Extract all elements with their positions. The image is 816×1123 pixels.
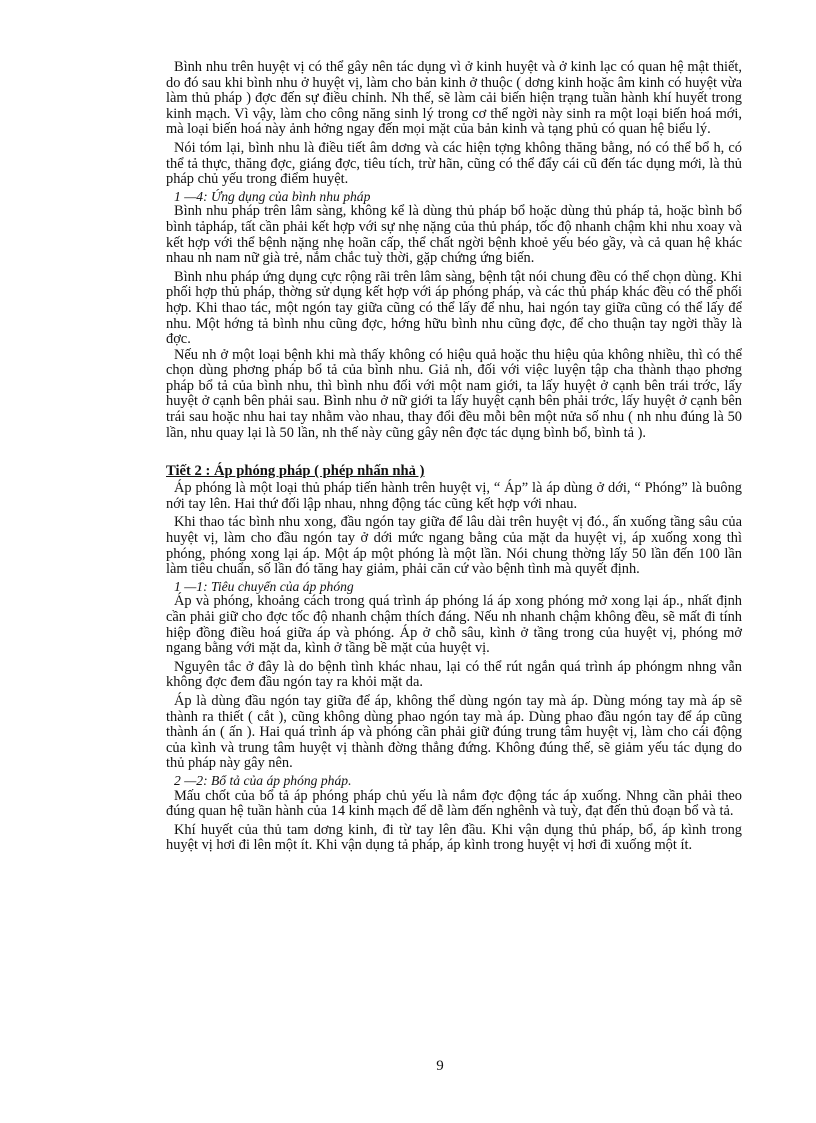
- paragraph: Khi thao tác bình nhu xong, đầu ngón tay giữa để lâu dài trên huyệt vị đó., ấn xuống tầng sâu của huyệt vị, làm cho đầu ngón tay ở dới mức ngang bằng của mặt da huyệt vị, áp xuống xong thì phóng, phóng xong lại áp. Một áp một phóng là một lần. Nói chung thờng lấy 50 lần đến 100 lần làm tiêu chuẩn, số lần đó tăng hay giảm, phải căn cứ vào bệnh tình mà quyết định.: [166, 514, 742, 578]
- paragraph: Bình nhu pháp trên lâm sàng, không kể là dùng thủ pháp bổ hoặc dùng thủ pháp tả, hoặc bình bổ bình tảpháp, tất cần phải kết hợp với sự nhẹ nặng của thủ pháp, tốc độ nhanh chậm khi nhu xoay và kết hợp với thể bệnh nặng nhẹ hoãn cấp, thể chất ngời bệnh khoẻ yếu béo gầy, và cả quan hệ khác nhau nh nam nữ già trẻ, nắm chắc tuỳ thời, gặp chứng ứng biến.: [166, 203, 742, 267]
- text-column: [166, 60, 742, 854]
- paragraph: Bình nhu trên huyệt vị có thể gây nên tác dụng vì ở kinh huyệt và ở kinh lạc có quan hệ mật thiết, do đó sau khi bình nhu ở huyệt vị, làm cho bản kinh ở thuộc ( dơng kinh hoặc âm kinh có huyệt vừa làm thủ pháp ) đợc đến sự điều chỉnh. Nh thế, sẽ làm cải biến hiện trạng tuần hành khí huyết trong kinh mạch. Vì vậy, làm cho công năng sinh lý trong cơ thể ngời này sinh ra một loại biến hoá mới, mà loại biến hoá này ảnh hởng ngay đến mọi mặt của bản kinh và tạng phủ có quan hệ biểu lý.: [166, 59, 742, 138]
- subheading: 1 —4: Ứng dụng của bình nhu pháp: [174, 188, 371, 204]
- section-heading: Tiết 2 : Áp phóng pháp ( phép nhấn nhả ): [166, 463, 425, 480]
- paragraph: Áp phóng là một loại thủ pháp tiến hành trên huyệt vị, “ Áp” là áp dùng ở dới, “ Phóng” là buông nới tay lên. Hai thứ đối lập nhau, nhng động tác cũng kết hợp với nhau.: [166, 480, 742, 512]
- paragraph: Bình nhu pháp ứng dụng cực rộng rãi trên lâm sàng, bệnh tật nói chung đều có thể chọn dùng. Khi phối hợp thủ pháp, thờng sử dụng kết hợp với áp phóng pháp, và các thủ pháp khác đều có thể phối hợp. Khi thao tác, một ngón tay giữa cũng có thể lấy để nhu, hai ngón tay giữa cũng có thể lấy để nhu. Một hớng tả bình nhu cũng đợc, hớng hữu bình nhu cũng đợc, để cho thuận tay ngời thầy là đợc.: [166, 268, 742, 348]
- page-number: 9: [436, 1058, 444, 1074]
- subheading: 2 —2: Bổ tả của áp phóng pháp.: [174, 772, 352, 788]
- paragraph: Nếu nh ở một loại bệnh khi mà thấy không có hiệu quả hoặc thu hiệu qủa không nhiều, thì có thể chọn dùng phơng pháp bổ tả của bình nhu. Giả nh, đối với việc luyện tập cha thành thạo phơng pháp bổ tả của bình nhu, thì bình nhu đối với một nam giới, ta lấy huyệt ở cạnh bên trái trớc, lấy huyệt ở cạnh bên phải sau. Bình nhu ở nữ giới ta lấy huyệt cạnh bên phải trớc, lấy huyệt ở cạnh bên trái sau hoặc nhu hai tay nhằm vào nhau, thay đổi đều mỗi bên một nửa số nhu ( nh nhu đúng là 50 lần, nhu quay lại là 50 lần, nh thế này cũng gây nên đợc tác dụng bình bổ, bình tả ).: [166, 346, 742, 441]
- paragraph: Áp và phóng, khoảng cách trong quá trình áp phóng lá áp xong phóng mở xong lại áp., nhất định cần phải giữ cho đợc tốc độ nhanh chậm thích đáng. Nếu nh nhanh chậm không đều, sẽ mất đi tính hiệp đồng điều hoá giữa áp và phóng. Áp ở chỗ sâu, kình ở tầng trong của huyệt vị, phóng mở ngang bằng với mặt da, kình ở tầng bề mặt của huyệt vị.: [166, 593, 742, 657]
- subheading: 1 —1: Tiêu chuyển của áp phóng: [174, 578, 354, 594]
- paragraph: Khí huyết của thủ tam dơng kinh, đi từ tay lên đầu. Khi vận dụng thủ pháp, bổ, áp kình trong huyệt vị hơi đi lên một ít. Khi vận dụng tả pháp, áp kình trong huyệt vị hơi đi xuống một ít.: [166, 821, 742, 854]
- paragraph: Nguyên tắc ở đây là do bệnh tình khác nhau, lại có thể rút ngắn quá trình áp phóngm nhng vẫn không đợc đem đầu ngón tay ra khỏi mặt da.: [166, 658, 742, 691]
- paragraph: Áp là dùng đầu ngón tay giữa để áp, không thể dùng ngón tay mà áp. Dùng móng tay mà áp sẽ thành ra thiết ( cắt ), cũng không dùng phao ngón tay mà áp. Dùng phao đầu ngón tay để áp cũng thành án ( ấn ). Hai quá trình áp và phóng cần phải giữ đúng trung tâm huyệt vị, làm cho cái động của kình và trung tâm huyệt vị thành đờng thẳng đứng. Không đúng thế, sẽ giảm yếu tác dụng do thủ pháp này gây nên.: [166, 692, 742, 772]
- paragraph: Nói tóm lại, bình nhu là điều tiết âm dơng và các hiện tợng không thăng bằng, nó có thể bổ h, có thể tả thực, thăng đợc, giáng đợc, tiêu tích, trừ hãn, cũng có thể đẩy cái cũ đến tác dụng mới, là thủ pháp chủ yếu trong điểm huyệt.: [166, 139, 742, 188]
- paragraph: Mấu chốt của bổ tả áp phóng pháp chủ yếu là nắm đợc động tác áp xuống. Nhng cần phải theo đúng quan hệ tuần hành của 14 kinh mạch để dễ làm đến nghênh và tuỳ, đạt đến thủ đoạn bổ và tả.: [166, 787, 742, 820]
